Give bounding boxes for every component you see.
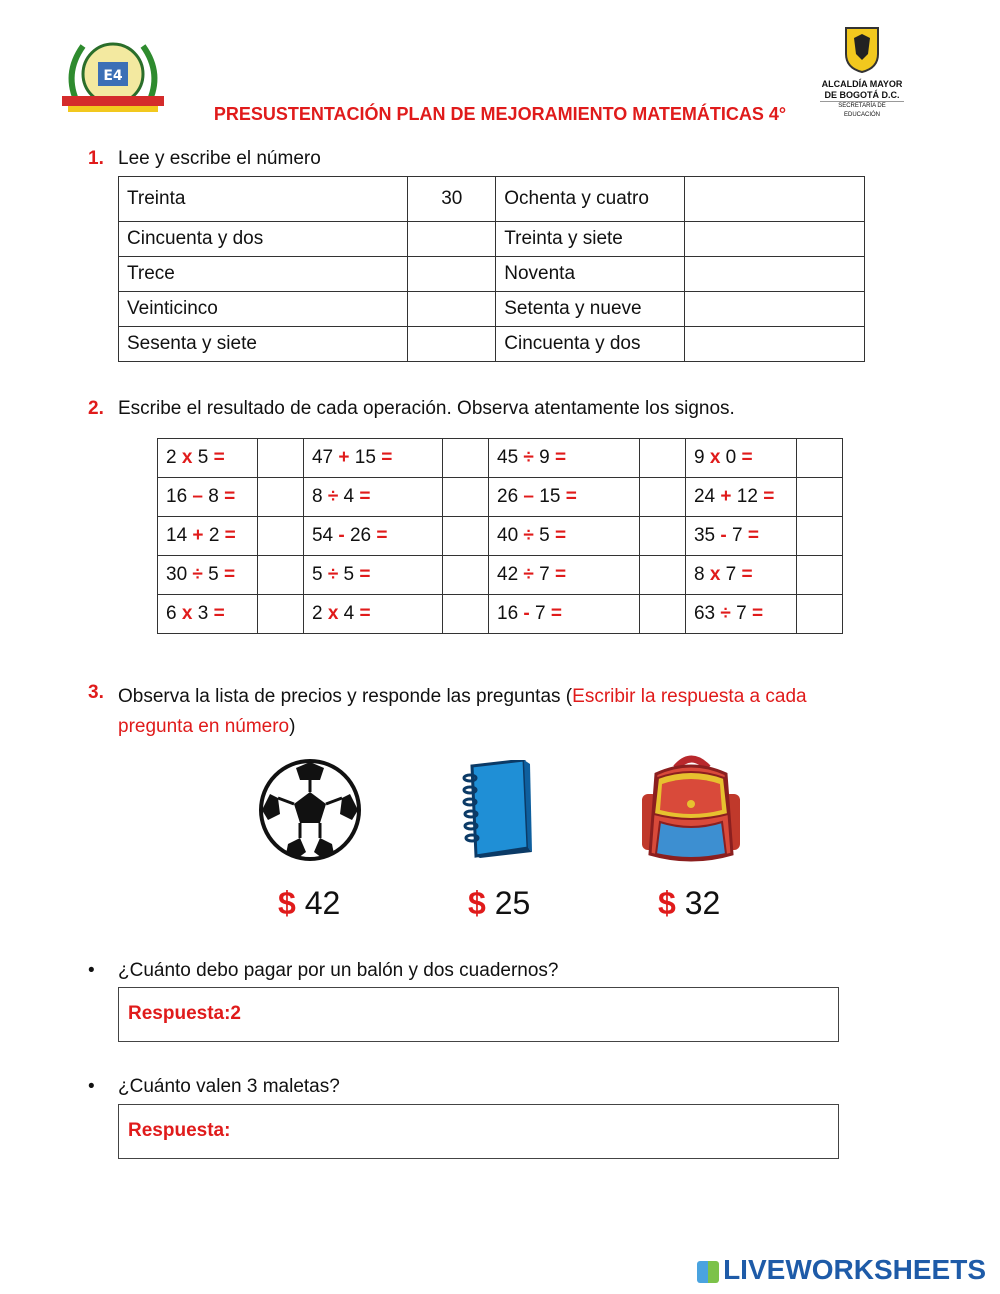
equals-sign: = [751,603,764,624]
q1-number: 1. [88,148,104,169]
result-input-cell[interactable] [443,556,489,595]
operation-cell [685,478,796,517]
operand-left: 45 [497,447,519,468]
operation-cell [685,439,796,478]
notebook-icon [458,760,532,863]
operand-right: 12 [736,486,758,507]
live-blocks-icon [697,1261,719,1283]
q1-answer-cell[interactable] [685,327,865,362]
result-input-cell[interactable] [258,439,304,478]
q2-row [158,478,843,517]
operand-left: 30 [166,564,188,585]
operand-left: 42 [497,564,519,585]
operand-left: 2 [166,447,177,468]
alcaldia-line2: DE BOGOTÁ D.C. [824,90,900,100]
operand-left: 54 [311,525,334,546]
q1-answer-cell[interactable] [408,327,496,362]
operand-right: 26 [349,525,372,546]
operation-cell [158,478,258,517]
q1-row [119,177,865,222]
q1-text: Lee y escribe el número [118,148,321,169]
equals-sign: = [550,603,562,624]
operator: - [338,525,345,546]
equals-sign: = [376,525,388,546]
equals-sign: = [555,447,567,468]
q1-row [119,327,865,362]
operand-right: 7 [725,564,737,585]
q2-text: Escribe el resultado de cada operación. Observa atentamente los signos. [118,398,735,419]
q1-header [88,148,321,170]
result-input-cell[interactable] [640,478,686,517]
operator: – [523,486,534,507]
q1-row [119,292,865,327]
operation-cell [303,595,442,634]
operation-cell [303,439,442,478]
operand-right: 7 [539,564,550,585]
operand-left: 6 [166,603,177,624]
result-input-cell[interactable] [797,478,843,517]
operand-left: 63 [693,603,716,624]
operator: ÷ [523,447,534,468]
coat-of-arms-icon [842,24,882,74]
equals-sign: = [224,564,236,585]
result-input-cell[interactable] [443,478,489,517]
answer-box-2[interactable] [118,1104,839,1159]
equals-sign: = [213,447,225,468]
result-input-cell[interactable] [258,517,304,556]
q1-word-cell: Noventa [496,257,685,292]
q1-answer-cell[interactable] [408,257,496,292]
operand-left: 16 [497,603,519,624]
result-input-cell[interactable] [443,595,489,634]
operation-cell [303,517,442,556]
equals-sign: = [565,486,577,507]
question-1-text: ¿Cuánto debo pagar por un balón y dos cuadernos? [118,960,559,981]
operand-left: 35 [693,525,716,546]
q1-answer-cell[interactable] [685,292,865,327]
result-input-cell[interactable] [258,478,304,517]
operation-cell [303,556,442,595]
operand-right: 5 [208,564,219,585]
operand-right: 5 [197,447,209,468]
q1-answer-cell[interactable] [685,177,865,222]
operand-right: 15 [354,447,376,468]
q1-answer-cell[interactable] [408,292,496,327]
answer-label-1: Respuesta:2 [128,1003,241,1024]
operator: - [720,525,727,546]
q1-word-cell: Veinticinco [119,292,408,327]
operation-cell [158,595,258,634]
q1-answer-cell[interactable] [685,222,865,257]
equals-sign: = [555,564,567,585]
equals-sign: = [213,603,225,624]
operation-cell [303,478,442,517]
operation-cell [489,517,640,556]
page-title: PRESUSTENTACIÓN PLAN DE MEJORAMIENTO MATEMÁTICAS 4° [213,104,787,124]
operand-right: 0 [725,447,737,468]
alcaldia-logo [820,24,904,116]
q1-table [118,176,865,362]
q3-text-b: ) [289,716,296,737]
operand-right: 7 [736,603,747,624]
equals-sign: = [763,486,775,507]
operation-cell [489,478,640,517]
operand-left: 47 [311,447,334,468]
question-2 [88,1076,340,1098]
operation-cell [685,517,796,556]
operand-left: 40 [497,525,519,546]
operator: - [523,603,530,624]
q3-number: 3. [88,682,104,703]
question-1 [88,960,559,982]
soccer-ball-icon [258,758,362,867]
bullet-icon: • [88,960,95,981]
result-input-cell[interactable] [640,439,686,478]
price-value: 32 [684,885,721,921]
operator: x [709,447,721,468]
q1-word-cell: Sesenta y siete [119,327,408,362]
operand-left: 24 [693,486,716,507]
operation-cell [489,439,640,478]
result-input-cell[interactable] [640,556,686,595]
operand-right: 3 [197,603,209,624]
operator: + [192,525,204,546]
currency-sign: $ [658,885,676,921]
operation-cell [685,595,796,634]
equals-sign: = [359,486,371,507]
operation-cell [685,556,796,595]
q1-word-cell: Treinta y siete [496,222,685,257]
q2-header [88,398,735,420]
operation-cell [489,556,640,595]
operand-right: 5 [343,564,355,585]
operator: x [709,564,721,585]
q1-row [119,222,865,257]
price-notebook [468,885,530,922]
q2-row [158,517,843,556]
q3-text-a: Observa la lista de precios y responde las preguntas ( [118,686,573,707]
operator: x [181,447,193,468]
operand-left: 26 [497,486,519,507]
result-input-cell[interactable] [797,439,843,478]
operand-right: 7 [731,525,743,546]
operand-left: 8 [311,486,323,507]
alcaldia-line1: ALCALDÍA MAYOR [821,79,903,89]
q1-answer-cell[interactable] [685,257,865,292]
operand-left: 5 [311,564,323,585]
result-input-cell[interactable] [640,595,686,634]
result-input-cell[interactable] [797,517,843,556]
result-input-cell[interactable] [443,439,489,478]
q1-word-cell: Setenta y nueve [496,292,685,327]
operator: ÷ [720,603,731,624]
q1-word-cell: Trece [119,257,408,292]
equals-sign: = [747,525,759,546]
result-input-cell[interactable] [258,556,304,595]
price-value: 25 [494,885,531,921]
operand-right: 15 [539,486,561,507]
operator: ÷ [327,486,339,507]
operator: ÷ [523,564,534,585]
equals-sign: = [359,564,371,585]
operand-right: 4 [343,486,355,507]
result-input-cell[interactable] [797,595,843,634]
equals-sign: = [224,486,236,507]
operator: x [181,603,193,624]
operand-right: 4 [343,603,355,624]
currency-sign: $ [468,885,486,921]
q1-word-cell: Cincuenta y dos [496,327,685,362]
operand-left: 16 [166,486,188,507]
result-input-cell[interactable] [258,595,304,634]
svg-text:E4: E4 [103,68,123,84]
q2-row [158,439,843,478]
price-value: 42 [304,885,341,921]
operand-left: 2 [311,603,323,624]
q2-row [158,556,843,595]
price-ball [278,885,340,922]
operand-right: 8 [208,486,219,507]
operator: x [327,603,339,624]
operation-cell [158,517,258,556]
result-input-cell[interactable] [640,517,686,556]
operand-right: 9 [539,447,550,468]
q1-answer-cell[interactable] [408,222,496,257]
operand-right: 7 [535,603,546,624]
bullet-icon: • [88,1076,95,1097]
operator: ÷ [523,525,534,546]
result-input-cell[interactable] [443,517,489,556]
q2-row [158,595,843,634]
q1-word-cell: Ochenta y cuatro [496,177,685,222]
equals-sign: = [741,564,753,585]
q1-word-cell: Treinta [119,177,408,222]
operator: + [338,447,350,468]
answer-box-1[interactable] [118,987,839,1042]
q3-text-red: Escribir la respuesta a cada pregunta en número [118,686,807,737]
equals-sign: = [741,447,753,468]
equals-sign: = [381,447,393,468]
alcaldia-line3: SECRETARÍA DE EDUCACIÓN [820,101,904,120]
answer-label-2: Respuesta: [128,1120,231,1141]
question-2-text: ¿Cuánto valen 3 maletas? [118,1076,340,1097]
operation-cell [158,439,258,478]
currency-sign: $ [278,885,296,921]
q1-answer-cell[interactable]: 30 [408,177,496,222]
brand-text: LIVEWORKSHEETS [723,1254,986,1285]
result-input-cell[interactable] [797,556,843,595]
equals-sign: = [224,525,236,546]
operand-left: 8 [693,564,705,585]
operator: ÷ [327,564,339,585]
backpack-icon [636,754,746,871]
operator: + [720,486,732,507]
q1-word-cell: Cincuenta y dos [119,222,408,257]
operand-left: 14 [166,525,188,546]
q2-table [157,438,843,634]
operation-cell [489,595,640,634]
liveworksheets-brand[interactable] [697,1254,986,1286]
equals-sign: = [555,525,567,546]
price-backpack [658,885,720,922]
operand-left: 9 [693,447,705,468]
operator: – [192,486,203,507]
operation-cell [158,556,258,595]
q1-row [119,257,865,292]
equals-sign: = [359,603,371,624]
operator: ÷ [192,564,203,585]
operand-right: 5 [539,525,550,546]
operand-right: 2 [208,525,220,546]
q3-text [118,682,878,742]
q2-number: 2. [88,398,104,419]
